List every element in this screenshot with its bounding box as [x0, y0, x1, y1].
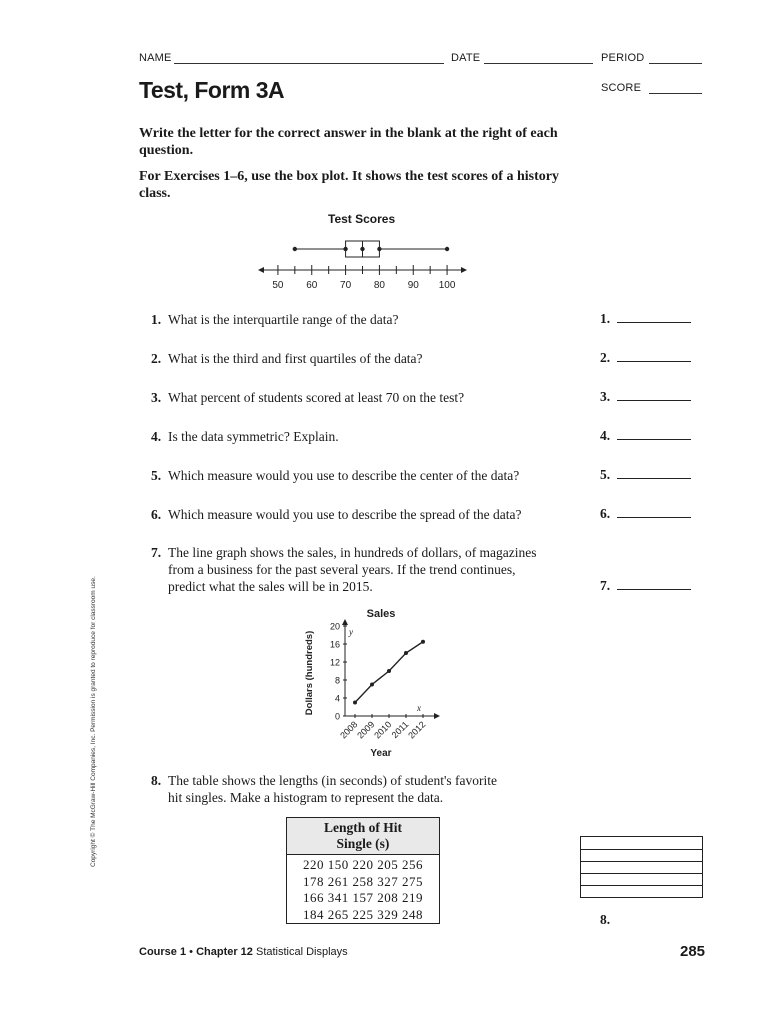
tick-label: 80 [373, 280, 385, 291]
axis-arrow-right [461, 267, 467, 273]
question-text: What is the interquartile range of the data? [168, 312, 399, 327]
boxplot-point-median [360, 247, 364, 251]
question-text: Which measure would you use to describe the spread of the data? [168, 507, 522, 522]
question-text: Which measure would you use to describe the center of the data? [168, 468, 520, 483]
y-tick-label: 12 [329, 657, 340, 668]
answer-number-1: 1. [600, 311, 611, 326]
boxplot-point-max [445, 247, 449, 251]
period-field[interactable] [649, 63, 702, 64]
y-tick-label: 8 [334, 675, 340, 686]
sales-data-point [404, 651, 408, 655]
question-text: What percent of students scored at least 70 on the test? [168, 390, 465, 405]
footer-bullet: • [189, 946, 193, 958]
instructions-boxplot: For Exercises 1–6, use the box plot. It shows the test scores of a history class. [139, 169, 559, 201]
y-axis-title: Dollars (hundreds) [304, 630, 315, 716]
question-number: 5. [151, 468, 162, 483]
answer-blank-4[interactable] [617, 439, 691, 440]
answer-number-3: 3. [600, 389, 611, 404]
score-field[interactable] [649, 93, 702, 94]
date-label: DATE [451, 52, 481, 64]
question-number: 2. [151, 351, 162, 366]
x-axis-arrow [434, 713, 440, 719]
axis-arrow-left [258, 267, 264, 273]
question-4 [151, 428, 591, 446]
table-row: 220 150 220 205 256 [287, 855, 440, 874]
page-title: Test, Form 3A [139, 77, 285, 103]
question-6 [151, 506, 591, 524]
sales-line-chart [295, 602, 445, 762]
question-8 [151, 772, 591, 808]
question-text-line2: from a business for the past several years. If the trend continues, [168, 562, 516, 577]
y-tick-label: 20 [329, 621, 340, 632]
hit-single-table [286, 817, 440, 924]
boxplot-figure [255, 234, 470, 292]
date-field[interactable] [484, 63, 593, 64]
answer-number-6: 6. [600, 506, 611, 521]
tick-label: 50 [272, 280, 284, 291]
question-1 [151, 311, 591, 329]
question-text-line1: The table shows the lengths (in seconds) of student's favorite [168, 773, 497, 788]
x-tick-label: 2012 [406, 719, 428, 741]
histogram-answer-box[interactable] [580, 836, 703, 898]
question-text-line2: hit singles. Make a histogram to represent the data. [168, 790, 444, 805]
footer-topic: Statistical Displays [255, 946, 348, 958]
question-text: What is the third and first quartiles of the data? [168, 351, 423, 366]
table-row: 178 261 258 327 275 [287, 874, 440, 891]
x-axis-title: Year [370, 748, 392, 759]
table-header-line1: Length of Hit [323, 820, 402, 835]
x-tick-label: 2009 [355, 719, 377, 741]
question-2 [151, 350, 591, 368]
answer-box-rule [581, 873, 702, 874]
table-header-line2: Single (s) [336, 836, 390, 851]
name-label: NAME [139, 52, 172, 64]
x-tick-label: 2010 [372, 719, 394, 741]
sales-data-point [387, 669, 391, 673]
sales-data-point [370, 683, 374, 687]
boxplot-title: Test Scores [328, 212, 396, 226]
question-5 [151, 467, 591, 485]
tick-label: 60 [306, 280, 318, 291]
score-label: SCORE [601, 82, 642, 94]
answer-number-5: 5. [600, 467, 611, 482]
question-text-line3: predict what the sales will be in 2015. [168, 579, 373, 594]
answer-blank-3[interactable] [617, 400, 691, 401]
question-number: 6. [151, 507, 162, 522]
question-number: 1. [151, 312, 162, 327]
y-tick-label: 16 [329, 639, 340, 650]
name-field[interactable] [174, 63, 444, 64]
copyright-notice: Copyright © The McGraw-Hill Companies, Inc. Permission is granted to reproduce for classroom use. [90, 576, 97, 867]
boxplot-point-min [293, 247, 297, 251]
footer-chapter: Chapter 12 [196, 946, 253, 958]
answer-number-7: 7. [600, 578, 611, 593]
boxplot-point-q3 [377, 247, 381, 251]
answer-blank-5[interactable] [617, 478, 691, 479]
answer-blank-7[interactable] [617, 589, 691, 590]
question-number: 4. [151, 429, 162, 444]
y-tick-label: 4 [334, 693, 340, 704]
sales-data-point [421, 640, 425, 644]
x-tick-label: 2008 [338, 719, 360, 741]
y-axis-letter: y [349, 627, 353, 637]
table-row: 166 341 157 208 219 [287, 890, 440, 907]
answer-blank-2[interactable] [617, 361, 691, 362]
question-3 [151, 389, 591, 407]
question-7 [151, 544, 591, 596]
table-header [287, 818, 440, 855]
tick-label: 100 [438, 280, 456, 291]
tick-label: 70 [340, 280, 352, 291]
chart-title: Sales [366, 608, 396, 620]
question-number: 3. [151, 390, 162, 405]
y-axis-arrow [342, 619, 348, 625]
answer-number-2: 2. [600, 350, 611, 365]
footer [139, 946, 348, 958]
y-tick-label: 0 [334, 711, 340, 722]
question-number: 8. [151, 773, 162, 788]
tick-label: 90 [407, 280, 419, 291]
question-text-line1: The line graph shows the sales, in hundreds of dollars, of magazines [168, 545, 537, 560]
sales-data-point [353, 701, 357, 705]
answer-box-rule [581, 849, 702, 850]
footer-course: Course 1 [139, 946, 187, 958]
answer-number-8: 8. [600, 912, 611, 927]
question-number: 7. [151, 545, 162, 560]
boxplot-point-q1 [343, 247, 347, 251]
x-axis-letter: x [417, 703, 421, 713]
question-text: Is the data symmetric? Explain. [168, 429, 339, 444]
instructions-general: Write the letter for the correct answer in the blank at the right of each question. [139, 126, 558, 158]
x-tick-label: 2011 [389, 719, 411, 741]
table-row: 184 265 225 329 248 [287, 907, 440, 924]
period-label: PERIOD [601, 52, 645, 64]
page-number: 285 [680, 943, 706, 960]
answer-blank-6[interactable] [617, 517, 691, 518]
answer-box-rule [581, 861, 702, 862]
answer-blank-1[interactable] [617, 322, 691, 323]
answer-box-rule [581, 885, 702, 886]
answer-number-4: 4. [600, 428, 611, 443]
